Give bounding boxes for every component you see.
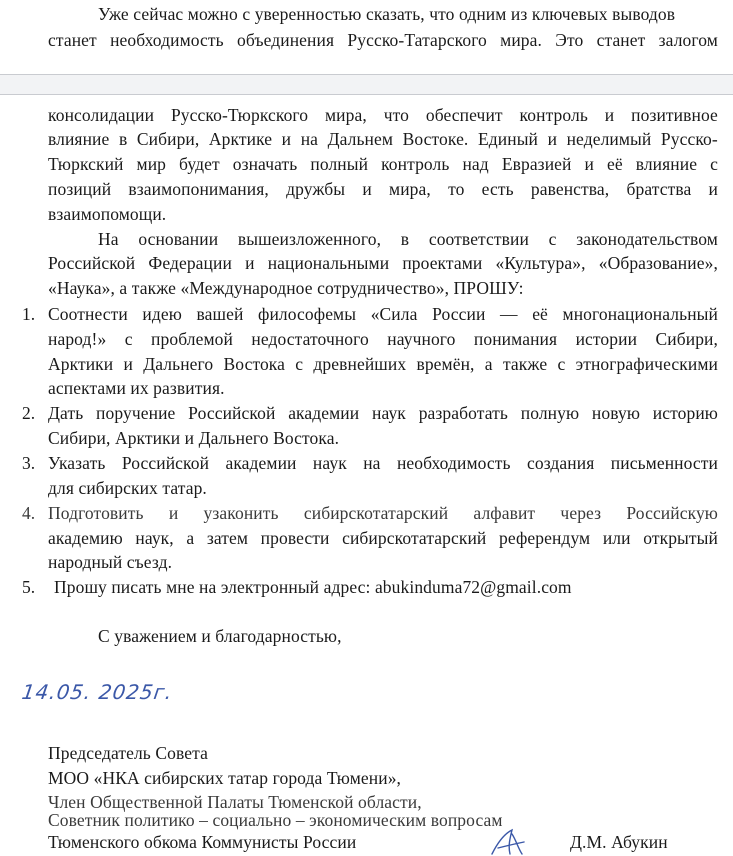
word: и	[584, 154, 594, 174]
list-item-line: Прошу писать мне на электронный адрес: abukinduma72@gmail.com	[54, 577, 572, 597]
handwritten-signature	[488, 828, 528, 856]
word: основании	[138, 229, 219, 249]
word: консолидации	[48, 105, 155, 125]
word: есть	[481, 179, 514, 199]
word: наук	[372, 403, 406, 423]
list-item-line	[48, 452, 718, 474]
word: влияние	[48, 129, 110, 149]
list-number: 5.	[22, 577, 36, 597]
list-item-line: аспектами их развития.	[48, 378, 225, 398]
word: полную	[520, 403, 580, 423]
para2-line-1	[98, 228, 718, 250]
word: На	[98, 229, 119, 249]
word: влияние	[635, 154, 698, 174]
word: в	[400, 229, 410, 249]
word: её	[532, 304, 548, 324]
word: затем	[206, 528, 249, 548]
signer-position-line: Член Общественной Палаты Тюменской области,	[48, 792, 422, 812]
para2-line-3: «Наука», а также «Международное сотрудничество», ПРОШУ:	[48, 278, 524, 298]
word: академии	[225, 453, 297, 473]
word: Соотнести	[48, 304, 128, 324]
word: позиций	[48, 179, 112, 199]
para1-line-1	[48, 104, 718, 126]
word: дружбы	[286, 179, 346, 199]
word: Евразией	[501, 154, 572, 174]
word: времён,	[416, 354, 475, 374]
list-item-line	[48, 527, 718, 549]
word: создания	[527, 453, 595, 473]
list-item-line: народный съезд.	[48, 552, 173, 572]
word: провести	[260, 528, 330, 548]
word: Дальнего	[143, 354, 214, 374]
word: контроль	[519, 105, 588, 125]
word: Арктики	[48, 354, 114, 374]
list-number: 1.	[22, 304, 36, 324]
word: Русско-Тюркского	[170, 105, 309, 125]
word: и	[168, 503, 179, 523]
word: разработать	[418, 403, 508, 423]
word: проектами	[402, 253, 483, 273]
word: Русско-	[660, 129, 718, 149]
word: научного	[387, 329, 456, 349]
closing-phrase: С уважением и благодарностью,	[98, 626, 342, 646]
word: и	[604, 105, 615, 125]
word: соответствии	[428, 229, 529, 249]
word: наук,	[135, 528, 174, 548]
word: станет	[596, 30, 646, 50]
list-item-line	[48, 502, 718, 524]
word: а	[186, 528, 195, 548]
word: наук	[312, 453, 347, 473]
signer-position-line: Тюменского обкома Коммунисты России	[48, 832, 357, 852]
signer-position-line: Советник политико – социально – экономическим вопросам	[48, 810, 503, 830]
word: и	[245, 253, 255, 273]
word: этнографическими	[575, 354, 718, 374]
word: мира,	[389, 179, 431, 199]
word: в	[118, 129, 128, 149]
word: национальными	[267, 253, 390, 273]
list-item-line: Сибири, Арктики и Дальнего Востока.	[48, 428, 340, 448]
word: понимания	[473, 329, 558, 349]
word: равенства,	[530, 179, 610, 199]
para1-line-4	[48, 178, 718, 200]
word: Востоке.	[402, 129, 469, 149]
word: Указать	[48, 453, 106, 473]
word: а	[484, 354, 493, 374]
word: Востока	[223, 354, 286, 374]
word: Российскую	[626, 503, 718, 523]
word: обеспечит	[425, 105, 503, 125]
word: то	[448, 179, 465, 199]
word: истории	[575, 329, 638, 349]
word: Российской	[121, 453, 210, 473]
word: мира.	[500, 30, 543, 50]
top-line-1: Уже сейчас можно с уверенностью сказать, что одним из ключевых выводов	[98, 4, 676, 24]
list-item-line	[48, 328, 718, 350]
word: России	[432, 304, 486, 324]
list-number: 2.	[22, 403, 36, 423]
word: узаконить	[203, 503, 279, 523]
word: «Образование»,	[598, 253, 718, 273]
list-item-line: для сибирских татар.	[48, 478, 207, 498]
word: новую	[591, 403, 641, 423]
word: законодательством	[576, 229, 718, 249]
word: проблемой	[151, 329, 233, 349]
word: над	[462, 154, 489, 174]
word: сибирскотатарский	[342, 528, 487, 548]
handwritten-date: 14.05. 2025г.	[20, 680, 175, 704]
word: и	[362, 179, 372, 199]
word: мира,	[324, 105, 367, 125]
word: и	[708, 179, 718, 199]
word: её	[606, 154, 623, 174]
word: алфавит	[473, 503, 536, 523]
word: многонациональный	[562, 304, 718, 324]
word: Тюркский	[48, 154, 124, 174]
word: через	[560, 503, 602, 523]
word: братства	[626, 179, 692, 199]
para2-line-2	[48, 252, 718, 274]
word: Сибири,	[655, 329, 718, 349]
word: с	[295, 354, 304, 374]
top-line-2	[48, 29, 718, 51]
word: залогом	[658, 30, 718, 50]
word: народ!»	[48, 329, 107, 349]
word: «Сила	[370, 304, 418, 324]
word: сибирскотатарский	[303, 503, 449, 523]
signer-name: Д.М. Абукин	[570, 832, 668, 852]
word: объединения	[237, 30, 335, 50]
word: станет	[48, 30, 97, 50]
word: или	[602, 528, 631, 548]
word: вашей	[196, 304, 244, 324]
word: необходимость	[396, 453, 511, 473]
list-item-line	[48, 303, 718, 325]
list-item-line	[48, 353, 718, 375]
word: Федерации	[148, 253, 232, 273]
word: необходимость	[110, 30, 224, 50]
word: письменности	[610, 453, 718, 473]
para1-line-5: взаимопомощи.	[48, 204, 167, 224]
word: Арктике	[208, 129, 273, 149]
list-item-line	[48, 402, 718, 424]
word: на	[363, 453, 381, 473]
word: Дать	[48, 403, 84, 423]
word: что	[383, 105, 409, 125]
list-number: 4.	[22, 503, 36, 523]
word: референдум	[499, 528, 591, 548]
word: —	[500, 304, 518, 324]
word: Российской	[48, 253, 136, 273]
page-break-divider	[0, 74, 733, 95]
word: и	[123, 354, 133, 374]
word: Российской	[188, 403, 276, 423]
word: с	[548, 229, 557, 249]
word: идею	[142, 304, 182, 324]
word: с	[710, 154, 718, 174]
word: философемы	[258, 304, 357, 324]
word: недостаточного	[251, 329, 369, 349]
para1-line-3	[48, 153, 718, 175]
word: контроль	[381, 154, 450, 174]
word: и	[281, 129, 292, 149]
word: означать	[232, 154, 298, 174]
word: вышеизложенного,	[237, 229, 382, 249]
word: также	[502, 354, 548, 374]
word: полный	[310, 154, 369, 174]
word: Подготовить	[48, 503, 144, 523]
word: мир	[136, 154, 167, 174]
list-number: 3.	[22, 453, 36, 473]
word: поручение	[96, 403, 176, 423]
word: академии	[288, 403, 360, 423]
word: взаимопонимания,	[128, 179, 269, 199]
word: Это	[555, 30, 584, 50]
word: Русско-Татарского	[347, 30, 487, 50]
para1-line-2	[48, 128, 718, 150]
word: древнейших	[313, 354, 407, 374]
word: Единый	[477, 129, 539, 149]
word: на	[300, 129, 319, 149]
word: и	[547, 129, 558, 149]
signer-position-line: Председатель Совета	[48, 743, 208, 763]
word: неделимый	[566, 129, 652, 149]
word: историю	[652, 403, 718, 423]
word: открытый	[643, 528, 718, 548]
word: Дальнем	[327, 129, 394, 149]
word: будет	[179, 154, 220, 174]
word: академию	[48, 528, 123, 548]
word: позитивное	[631, 105, 718, 125]
word: с	[557, 354, 566, 374]
signer-position-line: МОО «НКА сибирских татар города Тюмени»,	[48, 768, 402, 788]
word: Сибири,	[136, 129, 200, 149]
word: «Культура»,	[495, 253, 586, 273]
word: с	[124, 329, 133, 349]
